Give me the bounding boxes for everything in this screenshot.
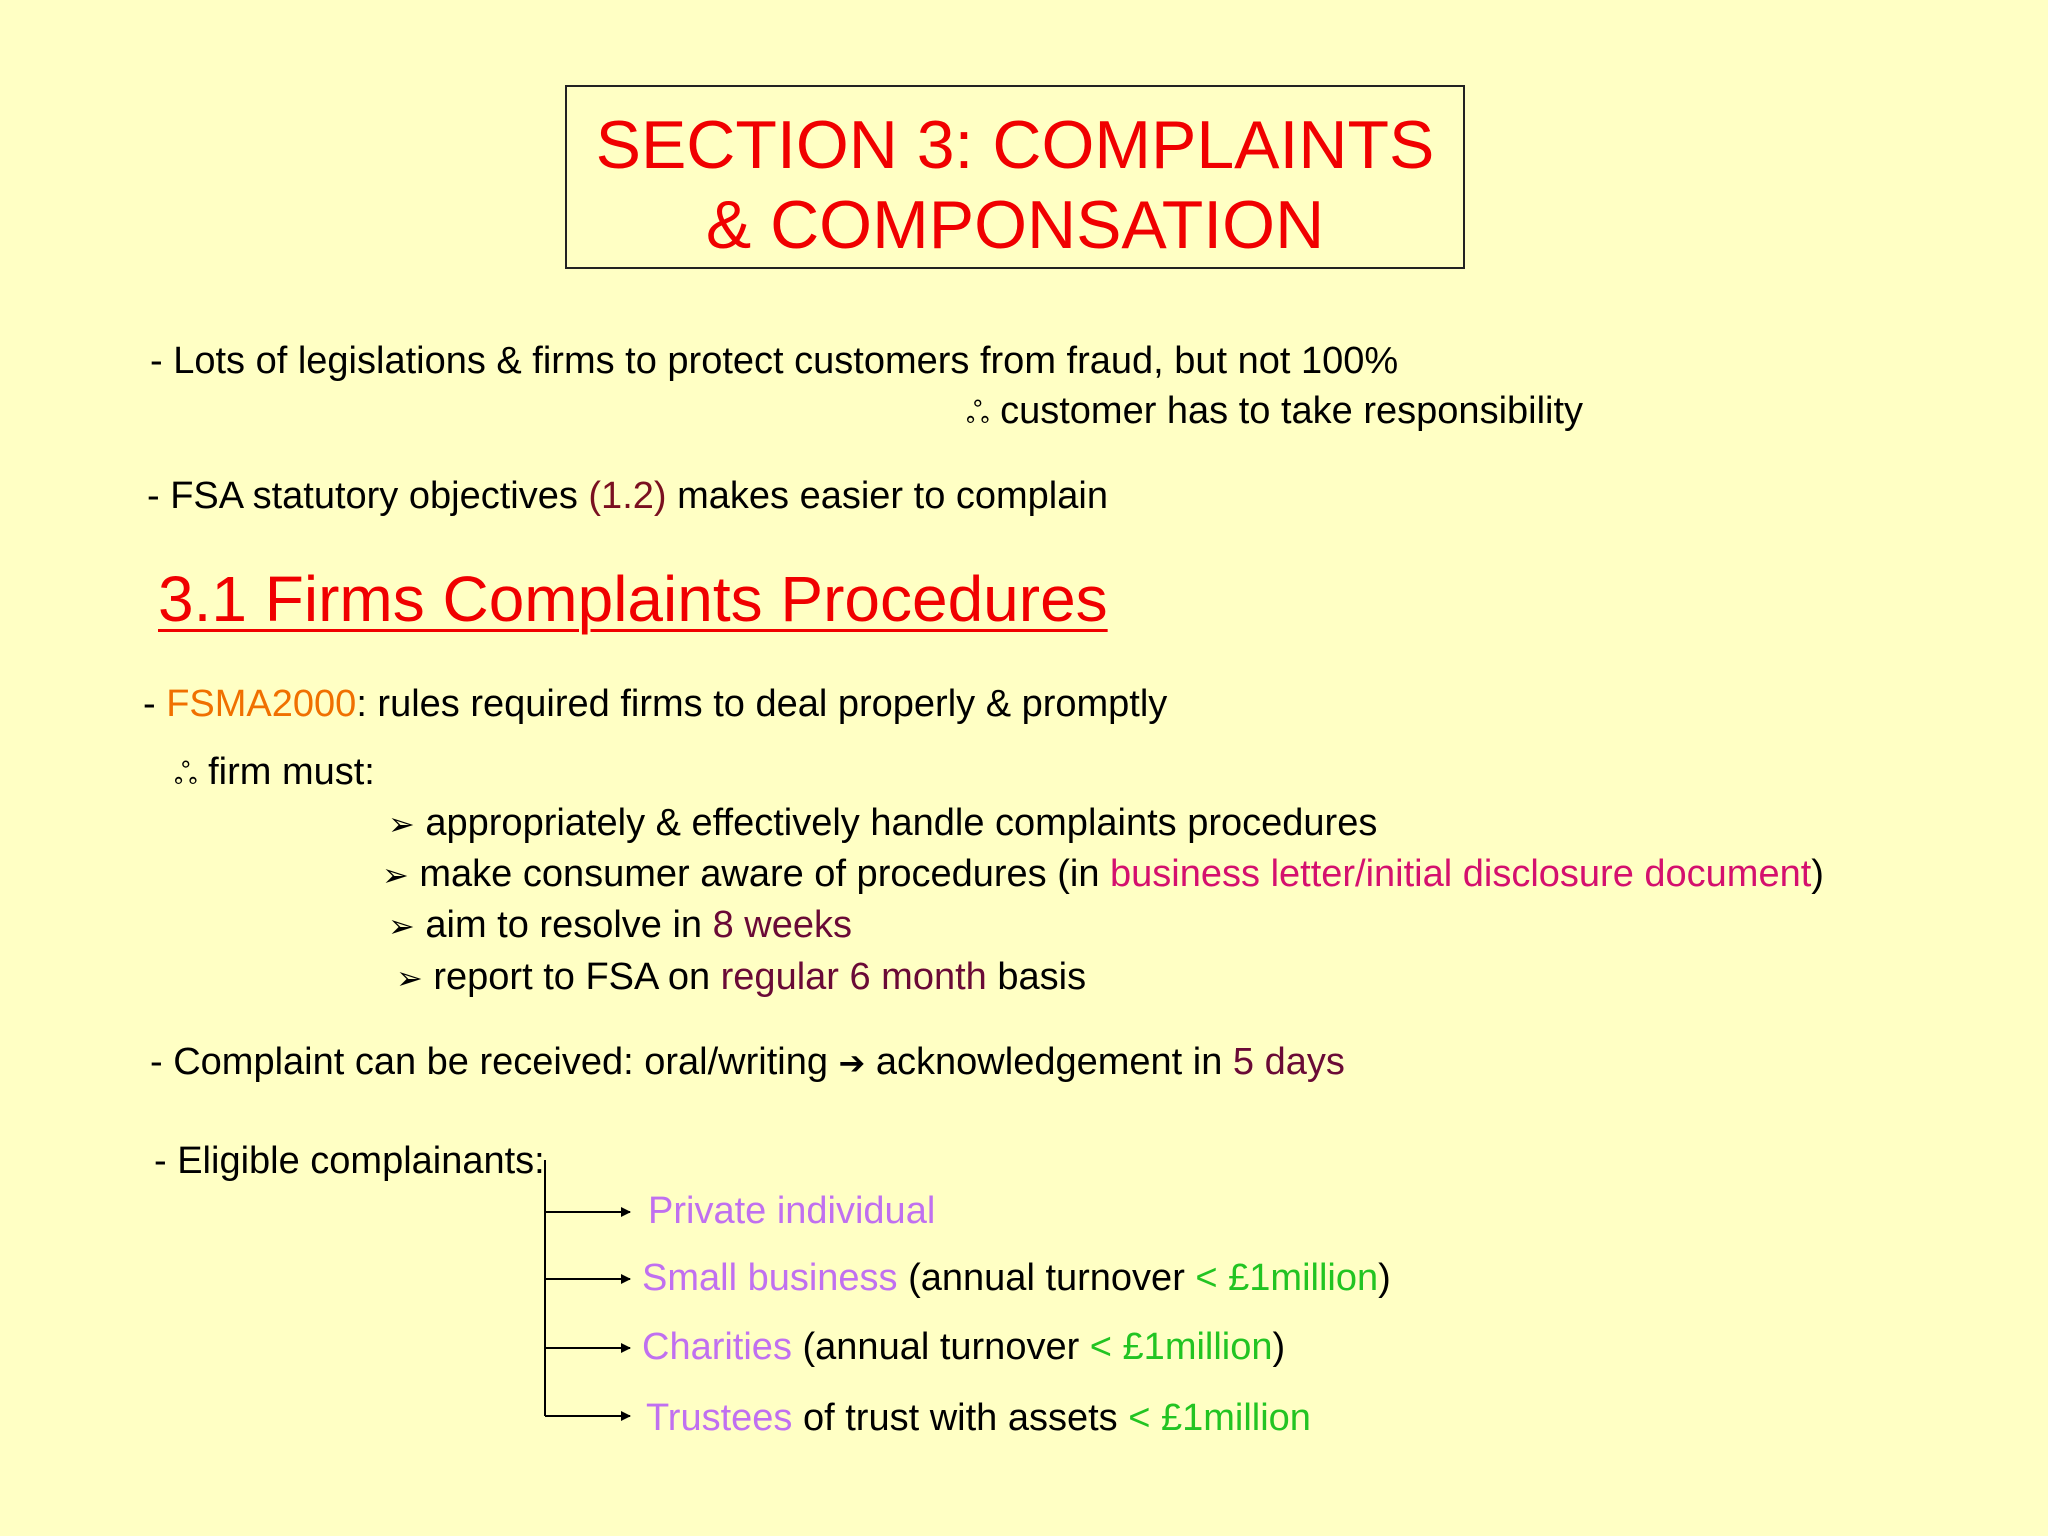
section-title-line-2: & COMPONSATION <box>705 187 1325 263</box>
firm-must-item-highlight: 8 weeks <box>712 904 853 946</box>
fsma-name: FSMA2000 <box>166 683 357 725</box>
intro-line-3-pre: - FSA statutory objectives <box>147 475 589 517</box>
eligible-item-detail-end: ) <box>1272 1326 1286 1368</box>
firm-must-item-text: appropriately & effectively handle complaints procedures <box>425 802 1378 844</box>
objectives-reference: (1.2) <box>588 475 667 517</box>
eligible-item-threshold: < £1million <box>1195 1257 1379 1299</box>
intro-line-1: - Lots of legislations & firms to protect customers from fraud, but not 100% <box>150 340 1399 382</box>
eligible-item-detail: (annual turnover <box>791 1326 1090 1368</box>
eligible-item <box>642 1326 1285 1369</box>
section-title-line-1: SECTION 3: COMPLAINTS <box>595 107 1435 183</box>
eligible-item-threshold: < £1million <box>1128 1397 1311 1439</box>
therefore-icon: ஃ <box>966 396 990 431</box>
eligible-item-detail-end: ) <box>1378 1257 1391 1299</box>
arrow-bullet-icon: ➢ <box>382 856 409 894</box>
eligible-item-name: Private individual <box>648 1190 936 1232</box>
right-arrow-icon: ➔ <box>838 1044 866 1082</box>
eligible-item-name: Trustees <box>646 1397 793 1439</box>
eligible-item <box>648 1190 935 1233</box>
intro-line-2-text: customer has to take responsibility <box>1000 390 1584 432</box>
fsma-text: : rules required firms to deal properly & promptly <box>356 683 1168 725</box>
arrow-bullet-icon: ➢ <box>388 805 415 843</box>
acknowledgement-days: 5 days <box>1232 1041 1345 1083</box>
arrow-bullet-icon: ➢ <box>396 959 423 997</box>
complaint-received-text: - Complaint can be received: oral/writing <box>150 1041 839 1083</box>
eligible-item-name: Small business <box>642 1257 898 1299</box>
eligible-item <box>642 1257 1391 1300</box>
eligible-complainants-label: - Eligible complainants: <box>154 1140 545 1182</box>
eligible-item <box>646 1397 1311 1440</box>
firm-must-text: firm must: <box>208 751 375 793</box>
firm-must-item-text-end: basis <box>986 956 1087 998</box>
firm-must-item-highlight: regular 6 month <box>720 956 987 998</box>
firm-must-item-text: aim to resolve in <box>425 904 713 946</box>
firm-must-item-text: make consumer aware of procedures (in <box>419 853 1111 895</box>
firm-must-item-text-end: ) <box>1811 853 1824 895</box>
fsma-dash: - <box>143 683 167 725</box>
eligible-item-threshold: < £1million <box>1089 1326 1273 1368</box>
arrow-bullet-icon: ➢ <box>388 907 415 945</box>
therefore-icon: ஃ <box>174 757 198 792</box>
eligible-item-detail: (annual turnover <box>897 1257 1196 1299</box>
firm-must-item-text: report to FSA on <box>433 956 721 998</box>
complaint-received-mid: acknowledgement in <box>865 1041 1233 1083</box>
eligible-item-detail: of trust with assets <box>792 1397 1129 1439</box>
section-heading: 3.1 Firms Complaints Procedures <box>158 563 1108 635</box>
firm-must-item-highlight: business letter/initial disclosure document <box>1110 853 1812 895</box>
eligible-item-name: Charities <box>642 1326 792 1368</box>
intro-line-3-post: makes easier to complain <box>666 475 1108 517</box>
